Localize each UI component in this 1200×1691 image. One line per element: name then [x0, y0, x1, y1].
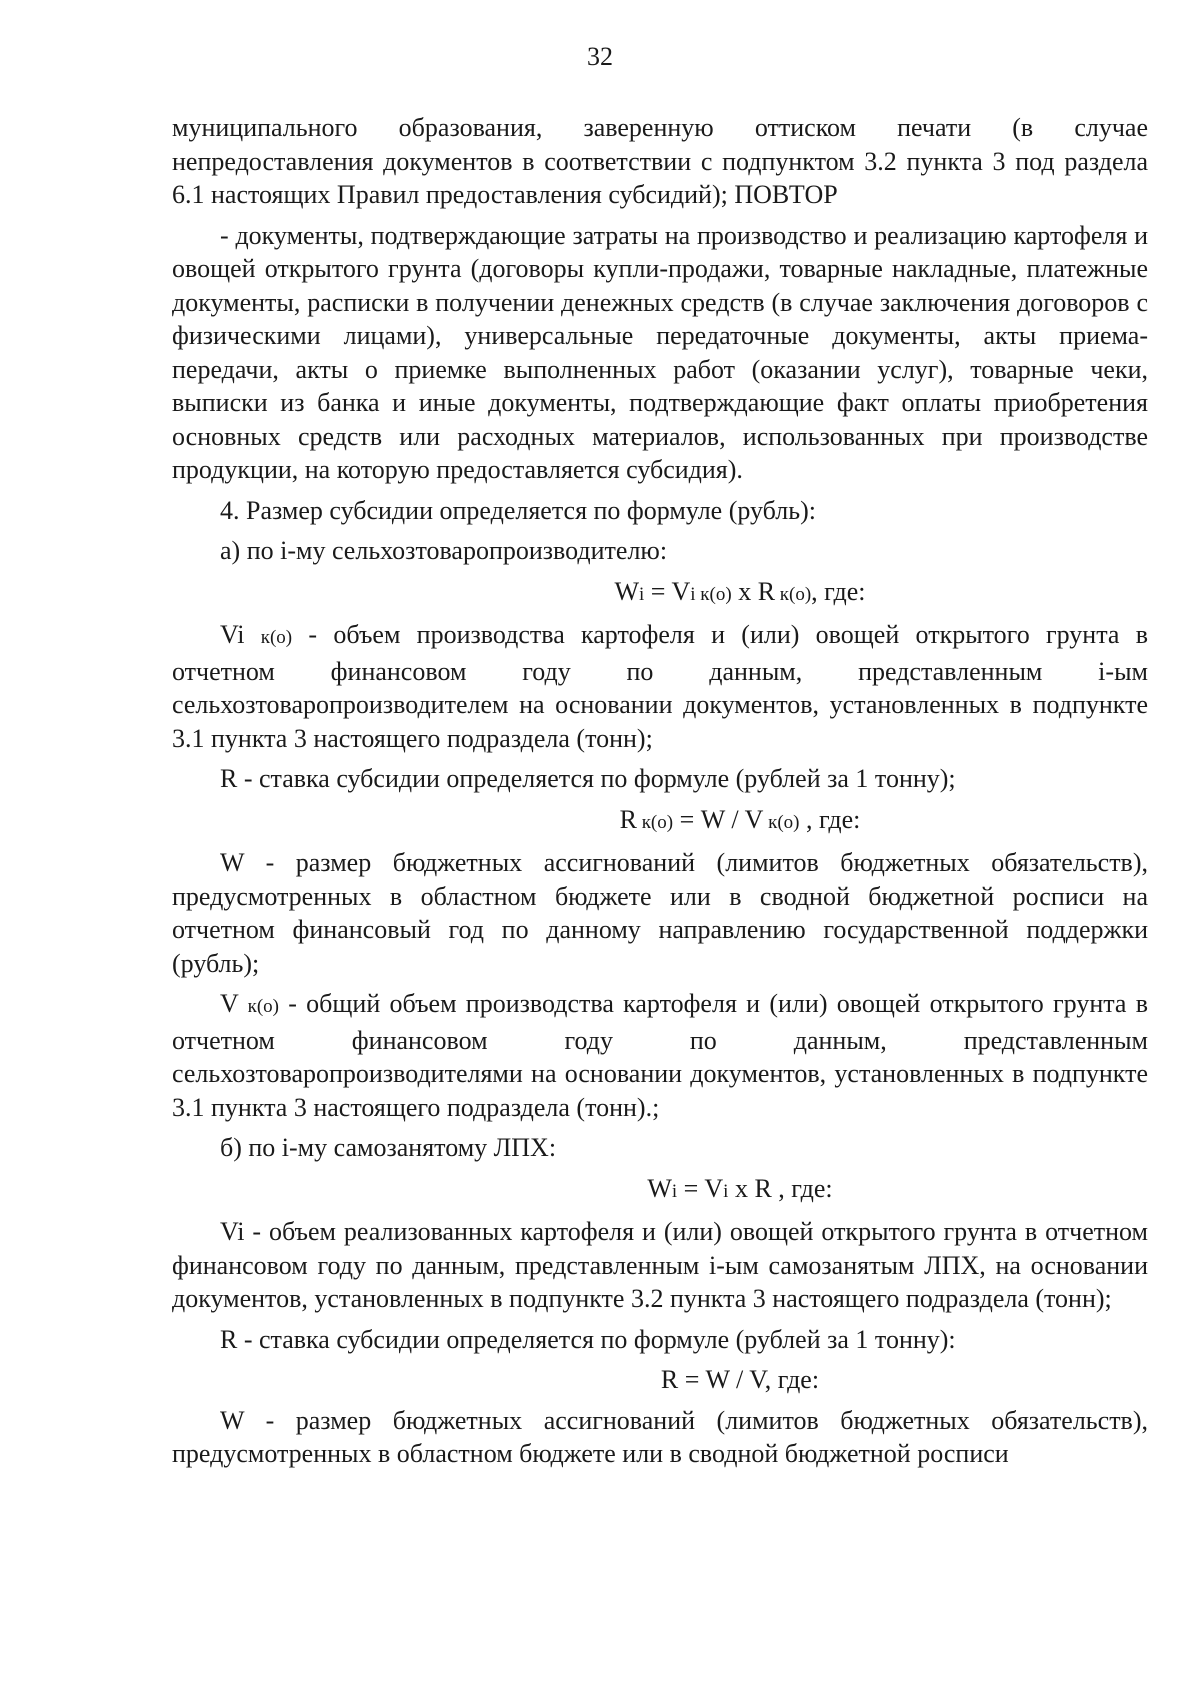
- paragraph: 4. Размер субсидии определяется по формуле (рубль):: [220, 495, 816, 525]
- paragraph: а) по i-му сельхозтоваропроизводителю:: [220, 536, 668, 565]
- formula: Wi = Vi к(о) х R к(о), где:: [614, 576, 866, 606]
- paragraph: W - размер бюджетных ассигнований (лимитов бюджетных обязательств), предусмотренных в областном бюджете или в сводной бюджетной росписи на отчетном финансовый год по данному направлению государственной поддержки (рубль);: [172, 848, 1148, 978]
- formula: Wi = Vi x R , где:: [647, 1173, 833, 1203]
- document-body: [172, 111, 1148, 1478]
- paragraph: R - ставка субсидии определяется по формуле (рублей за 1 тонну):: [220, 1324, 956, 1354]
- formula: R к(о) = W / V к(о) , где:: [619, 804, 861, 834]
- paragraph: муниципального образования, заверенную оттиском печати (в случае непредоставления документов в соответствии с подпунктом 3.2 пункта 3 под раздела 6.1 настоящих Правил предоставления субсидий); ПОВТОР: [172, 113, 1148, 209]
- paragraph: б) по i-му самозанятому ЛПХ:: [220, 1133, 557, 1162]
- paragraph: R - ставка субсидии определяется по формуле (рублей за 1 тонну);: [220, 764, 956, 793]
- formula: R = W / V, где:: [660, 1365, 820, 1394]
- paragraph: Vi к(о) - объем производства картофеля и (или) овощей открытого грунта в отчетном финансовом году по данным, представленным i-ым сельхозтоваропроизводителем на основании документов, установленных в подпункте 3.1 пункта 3 настоящего подраздела (тонн);: [172, 620, 1149, 753]
- paragraph: V к(о) - общий объем производства картофеля и (или) овощей открытого грунта в отчетном финансовом году по данным, представленным сельхозтоваропроизводителями на основании документов, установленных в подпункте 3.1 пункта 3 настоящего подраздела (тонн).;: [172, 989, 1149, 1122]
- paragraph: - документы, подтверждающие затраты на производство и реализацию картофеля и овощей открытого грунта (договоры купли-продажи, товарные накладные, платежные документы, расписки в получении денежных средств (в случае заключения договоров с физическими лицами), универсальные передаточные документы, акты приема-передачи, акты о приемке выполненных работ (оказании услуг), товарные чеки, выписки из банка и иные документы, подтверждающие факт оплаты приобретения основных средств или расходных материалов, использованных при производстве продукции, на которую предоставляется субсидия).: [172, 220, 1148, 484]
- paragraph: Vi - объем реализованных картофеля и (или) овощей открытого грунта в отчетном финансовом году по данным, представленным i-ым самозанятым ЛПХ, на основании документов, установленных в подпункте 3.2 пункта 3 настоящего подраздела (тонн);: [172, 1217, 1148, 1313]
- paragraph: W - размер бюджетных ассигнований (лимитов бюджетных обязательств), предусмотренных в областном бюджете или в сводной бюджетной росписи: [172, 1405, 1148, 1468]
- page-number: 32: [587, 42, 613, 71]
